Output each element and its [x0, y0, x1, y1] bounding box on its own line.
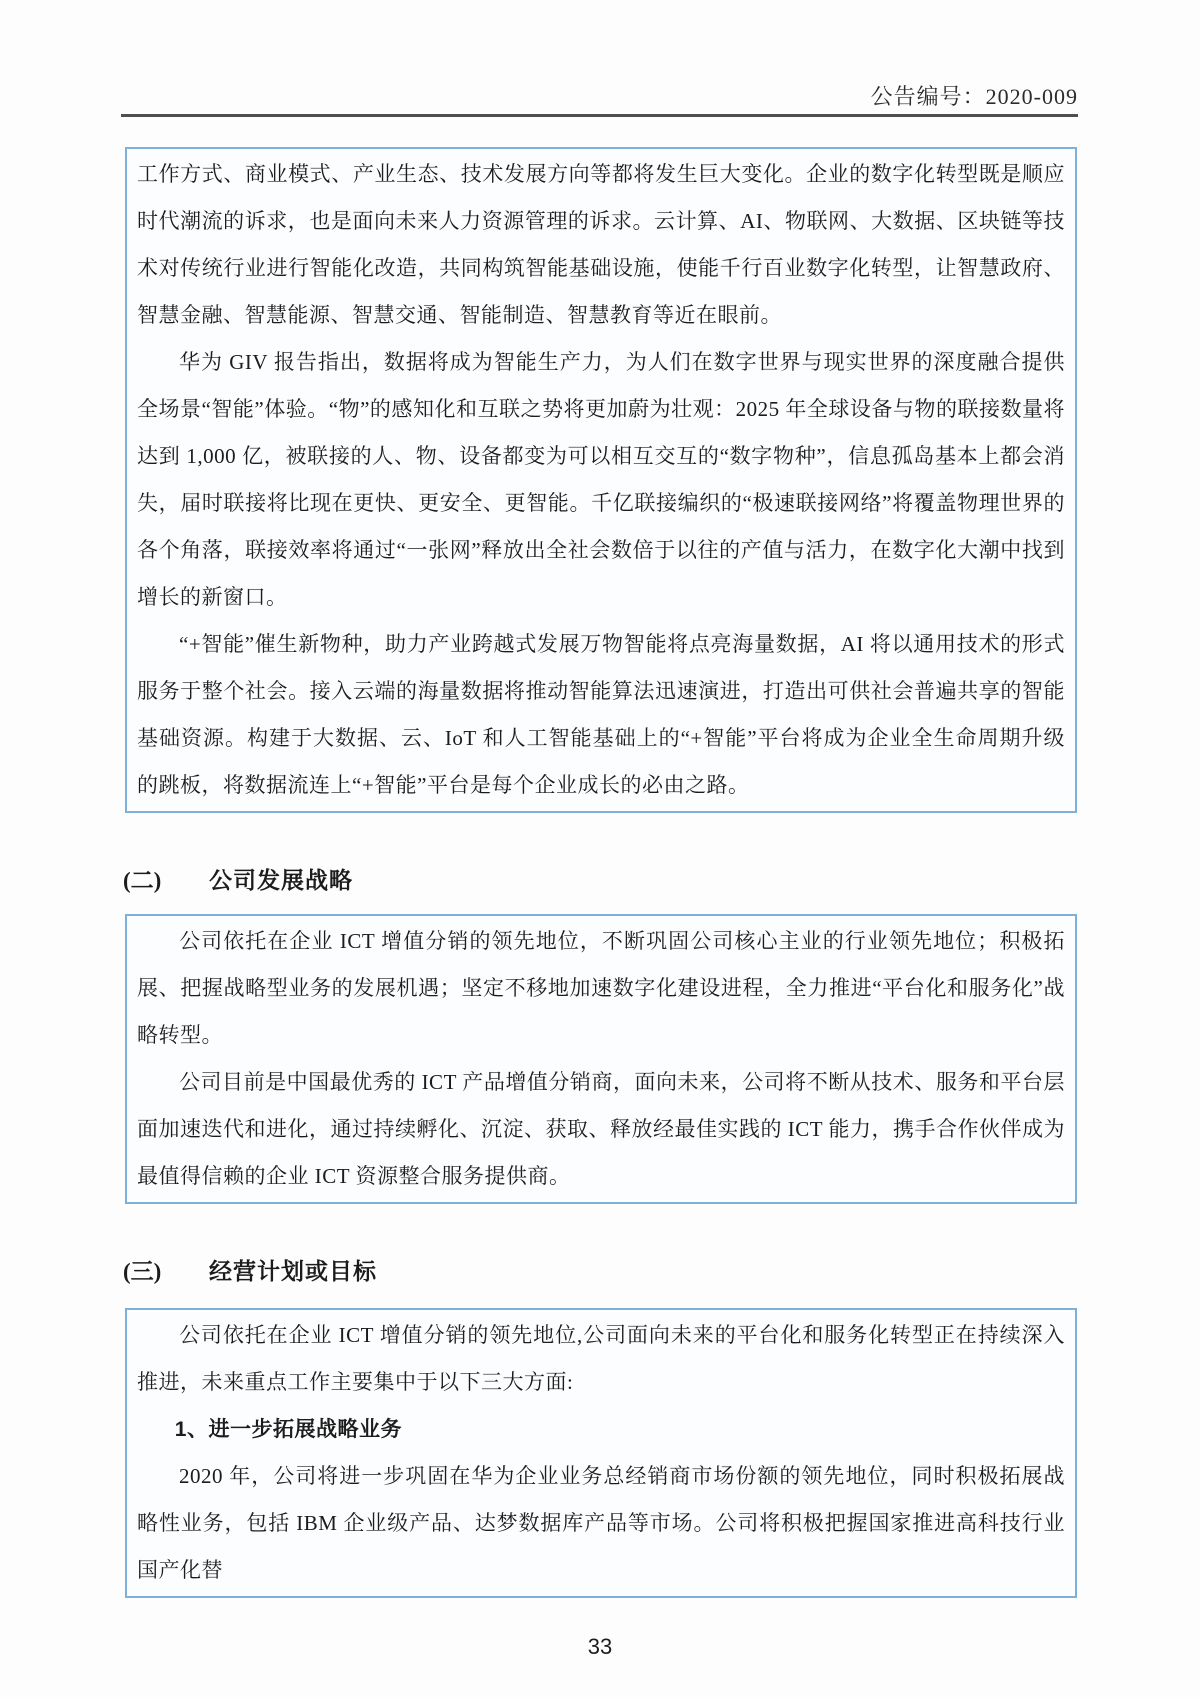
section-title: 经营计划或目标: [209, 1258, 377, 1284]
intro-paragraph-2: 华为 GIV 报告指出，数据将成为智能生产力，为人们在数字世界与现实世界的深度融合提供全场景“智能”体验。“物”的感知化和互联之势将更加蔚为壮观：2025 年全球设备与物的联接数量将达到 1,000 亿，被联接的人、物、设备都变为可以相互交互的“数字物种”，信息孤岛基本上都会消失，届时联接将比现在更快、更安全、更智能。千亿联接编织的“极速联接网络”将覆盖物理世界的各个角落，联接效率将通过“一张网”释放出全社会数倍于以往的产值与活力，在数字化大潮中找到增长的新窗口。: [137, 350, 1065, 609]
section-heading-development-strategy: [123, 865, 1078, 896]
intro-paragraph-1: 工作方式、商业模式、产业生态、技术发展方向等都将发生巨大变化。企业的数字化转型既是顺应时代潮流的诉求，也是面向未来人力资源管理的诉求。云计算、AI、物联网、大数据、区块链等技术对传统行业进行智能化改造，共同构筑智能基础设施，使能千行百业数字化转型，让智慧政府、智慧金融、智慧能源、智慧交通、智能制造、智慧教育等近在眼前。: [137, 162, 1065, 327]
plan-paragraph-1: 公司依托在企业 ICT 增值分销的领先地位,公司面向未来的平台化和服务化转型正在持续深入推进，未来重点工作主要集中于以下三大方面:: [137, 1323, 1065, 1394]
header-divider: [121, 114, 1078, 117]
strategy-paragraph-1: 公司依托在企业 ICT 增值分销的领先地位，不断巩固公司核心主业的行业领先地位；积极拓展、把握战略型业务的发展机遇；坚定不移地加速数字化建设进程，全力推进“平台化和服务化”战略转型。: [137, 929, 1065, 1047]
page-number: [0, 1634, 1200, 1660]
strategy-textbox: [125, 914, 1077, 1204]
plan-textbox: [125, 1308, 1077, 1598]
plan-paragraph-2: 2020 年，公司将进一步巩固在华为企业业务总经销商市场份额的领先地位，同时积极拓展战略性业务，包括 IBM 企业级产品、达梦数据库产品等市场。公司将积极把握国家推进高科技行业国产化替: [137, 1464, 1065, 1582]
strategy-paragraph-2: 公司目前是中国最优秀的 ICT 产品增值分销商，面向未来，公司将不断从技术、服务和平台层面加速迭代和进化，通过持续孵化、沉淀、获取、释放经最佳实践的 ICT 能力，携手合作伙伴成为最值得信赖的企业 ICT 资源整合服务提供商。: [137, 1070, 1065, 1188]
plan-subheading-1: 1、进一步拓展战略业务: [174, 1418, 402, 1441]
page-header: [124, 84, 1078, 110]
announcement-number: 公告编号：2020-009: [870, 84, 1078, 109]
section-heading-business-plan: [123, 1256, 1078, 1287]
intro-textbox: [125, 147, 1077, 813]
section-number: (三): [123, 1259, 162, 1284]
page-number-value: 33: [587, 1634, 613, 1659]
section-number: (二): [123, 868, 162, 893]
section-title: 公司发展战略: [209, 867, 353, 893]
intro-paragraph-3: “+智能”催生新物种，助力产业跨越式发展万物智能将点亮海量数据，AI 将以通用技术的形式服务于整个社会。接入云端的海量数据将推动智能算法迅速演进，打造出可供社会普遍共享的智能基础资源。构建于大数据、云、IoT 和人工智能基础上的“+智能”平台将成为企业全生命周期升级的跳板，将数据流连上“+智能”平台是每个企业成长的必由之路。: [137, 632, 1065, 797]
